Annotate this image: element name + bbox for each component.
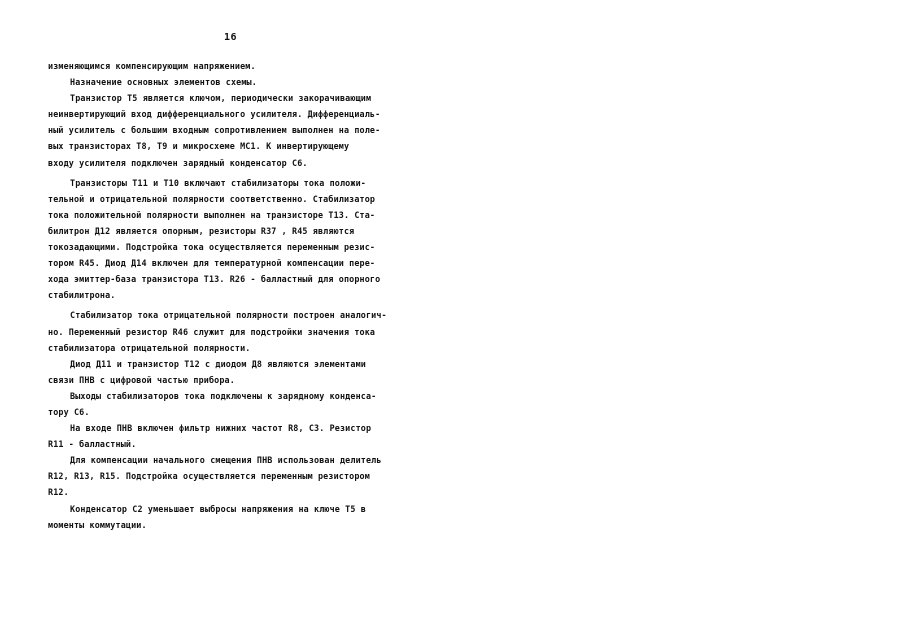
text-line: билитрон Д12 является опорным, резисторы R37 , R45 являются	[48, 225, 355, 236]
text-line: неинвертирующий вход дифференциального усилителя. Дифференциаль-	[48, 109, 381, 120]
body-text	[48, 58, 398, 533]
text-line: Назначение основных элементов схемы.	[70, 77, 257, 88]
text-line: ный усилитель с большим входным сопротивлением выполнен на поле-	[48, 125, 381, 136]
text-line: токозадающими. Подстройка тока осуществляется переменным резис-	[48, 242, 376, 253]
text-line: R12, R13, R15. Подстройка осуществляется переменным резистором	[48, 471, 370, 482]
text-line: моменты коммутации.	[48, 519, 147, 530]
text-line: Стабилизатор тока отрицательной полярности построен аналогич-	[70, 310, 387, 321]
text-line: Транзисторы Т11 и Т10 включают стабилизаторы тока положи-	[70, 177, 366, 188]
page-number: 16	[224, 32, 238, 43]
text-line: тока положительной полярности выполнен на транзисторе Т13. Ста-	[48, 209, 376, 220]
text-line: хода эмиттер-база транзистора Т13. R26 - балластный для опорного	[48, 274, 381, 285]
text-line: вых транзисторах Т8, Т9 и микросхеме МС1. К инвертирующему	[48, 141, 350, 152]
text-line: тором R45. Диод Д14 включен для температурной компенсации пере-	[48, 258, 376, 269]
text-line: стабилитрона.	[48, 290, 116, 301]
text-line: R12.	[48, 487, 69, 498]
text-line: связи ПНВ с цифровой частью прибора.	[48, 374, 235, 385]
text-line: Конденсатор С2 уменьшает выбросы напряжения на ключе Т5 в	[70, 503, 366, 514]
text-line: Транзистор Т5 является ключом, периодически закорачивающим	[70, 93, 372, 104]
text-line: стабилизатора отрицательной полярности.	[48, 342, 251, 353]
text-line: входу усилителя подключен зарядный конденсатор С6.	[48, 157, 308, 168]
text-line: R11 - балластный.	[48, 439, 137, 450]
text-line: Выходы стабилизаторов тока подключены к зарядному конденса-	[70, 390, 377, 401]
text-line: тельной и отрицательной полярности соответственно. Стабилизатор	[48, 193, 376, 204]
text-line: но. Переменный резистор R46 служит для подстройки значения тока	[48, 326, 376, 337]
text-line: тору С6.	[48, 406, 90, 417]
text-line: На входе ПНВ включен фильтр нижних частот R8, С3. Резистор	[70, 423, 372, 434]
text-line: Диод Д11 и транзистор Т12 с диодом Д8 являются элементами	[70, 358, 366, 369]
text-line: изменяющимся компенсирующим напряжением.	[48, 61, 256, 71]
text-line: Для компенсации начального смещения ПНВ использован делитель	[70, 455, 382, 466]
